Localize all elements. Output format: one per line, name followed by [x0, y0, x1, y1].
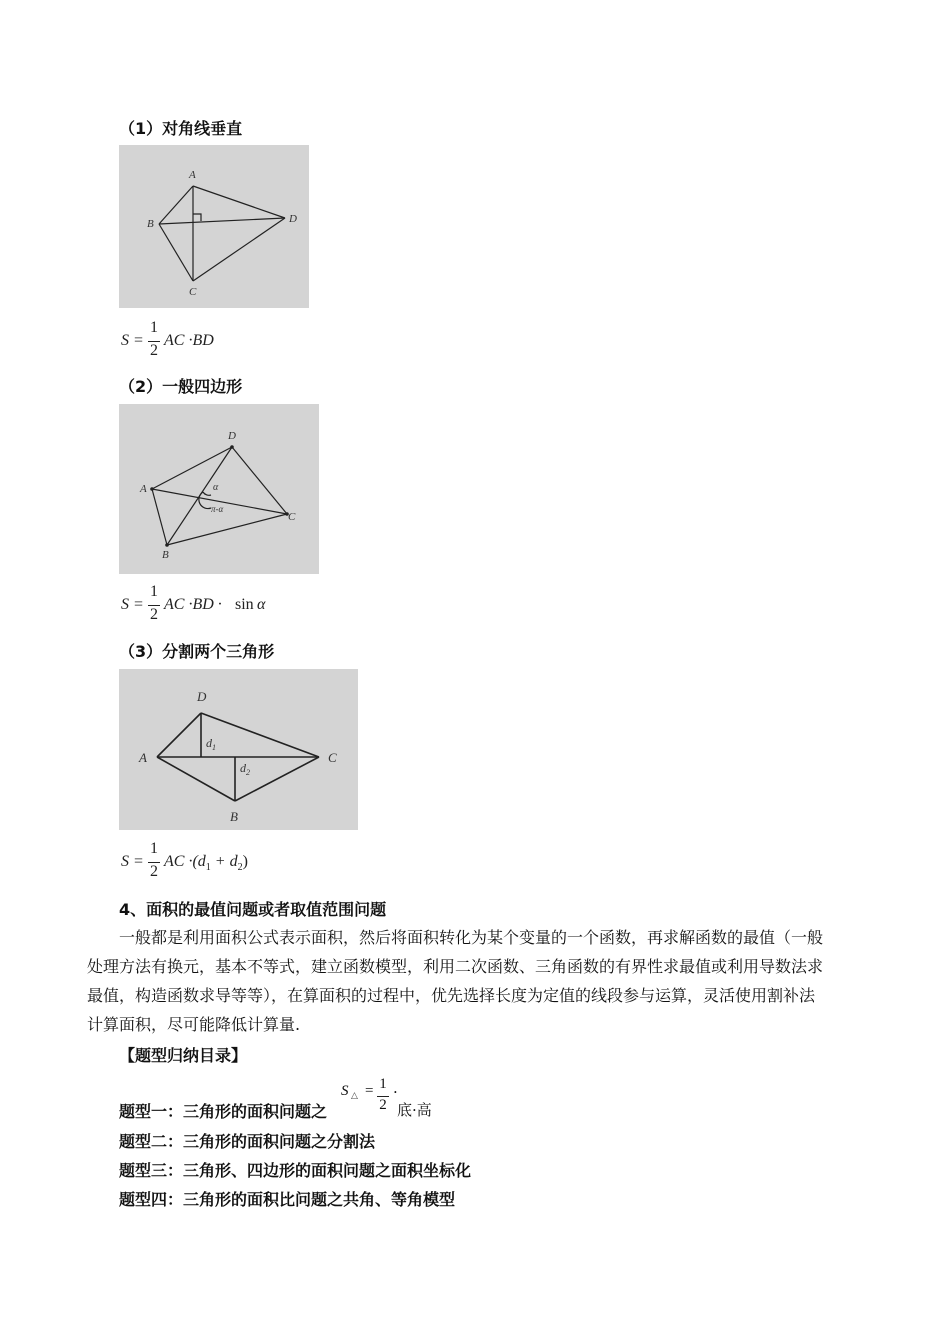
fraction-numerator: 1 [150, 583, 158, 600]
toc-item-2: 题型二：三角形的面积问题之分割法 [119, 1132, 376, 1151]
formula-s: S [121, 596, 129, 613]
paragraph-line-2: 处理方法有换元，基本不等式，建立函数模型，利用二次函数、三角函数的有界性求最值或利用导数法求 [87, 957, 824, 976]
formula-equals: = [134, 332, 144, 349]
edge-ba [152, 489, 167, 545]
label-a: A [189, 169, 196, 181]
fraction-denominator: 2 [150, 342, 158, 359]
edge-ab [159, 186, 193, 224]
heading-general-quadrilateral: （2）一般四边形 [119, 377, 243, 396]
label-b: B [230, 809, 238, 824]
fraction-numerator: 1 [150, 840, 158, 857]
formula-equals: = [134, 853, 144, 870]
toc-item-1-s: S [341, 1083, 349, 1099]
edge-cb [235, 757, 319, 801]
toc-item-1-dot: · [393, 1083, 398, 1101]
figure-split-triangles [119, 669, 358, 830]
toc-item-1-equals: = [365, 1083, 374, 1099]
edge-ad [193, 186, 285, 218]
figure-general-quadrilateral [119, 404, 319, 574]
paragraph-line-3: 最值，构造函数求导等等），在算面积的过程中，优先选择长度为定值的线段参与运算，灵活使用割补法 [87, 986, 816, 1005]
label-c: C [288, 511, 296, 523]
label-c: C [328, 750, 337, 765]
heading-diagonals-perpendicular: （1）对角线垂直 [119, 119, 243, 138]
formula-alpha: α [257, 596, 266, 613]
fraction-denominator: 2 [150, 606, 158, 623]
formula-ac-bd: AC ·BD · [164, 596, 222, 613]
diagonal-bd [159, 218, 285, 224]
toc-item-1-tail: 底·高 [397, 1101, 432, 1119]
label-d: D [197, 689, 207, 704]
label-d: D [228, 430, 236, 442]
formula-equals: = [134, 596, 144, 613]
label-alpha: α [213, 482, 219, 493]
toc-item-4: 题型四：三角形的面积比问题之共角、等角模型 [119, 1190, 456, 1209]
paragraph-line-1: 一般都是利用面积公式表示面积，然后将面积转化为某个变量的一个函数，再求解函数的最值（一般 [119, 928, 824, 947]
label-c: C [189, 286, 197, 298]
edge-ad [152, 447, 232, 489]
edge-ad [157, 713, 201, 757]
label-b: B [147, 218, 154, 230]
heading-area-extremum: 4、面积的最值问题或者取值范围问题 [119, 900, 387, 919]
label-d2: $d_2$ [240, 761, 250, 777]
paragraph-line-4: 计算面积，尽可能降低计算量. [87, 1015, 301, 1034]
label-pi-minus-alpha: π-α [211, 504, 224, 514]
toc-title: 【题型归纳目录】 [119, 1046, 248, 1065]
edge-cd [193, 218, 285, 281]
label-d: D [289, 213, 297, 225]
formula-sin: sin [235, 596, 254, 613]
formula-ac-bd: AC ·BD [164, 332, 214, 349]
heading-split-triangles: （3）分割两个三角形 [119, 642, 275, 661]
toc-item-3: 题型三：三角形、四边形的面积问题之面积坐标化 [119, 1161, 472, 1180]
edge-ba [157, 757, 235, 801]
label-b: B [162, 549, 169, 561]
paragraph-area-extremum [87, 923, 865, 1039]
toc-item-1-denominator: 2 [379, 1097, 387, 1113]
edge-dc [232, 447, 287, 514]
label-a: A [140, 483, 147, 495]
toc-item-1 [119, 1078, 539, 1122]
edge-bc [159, 224, 193, 281]
edge-dc [201, 713, 319, 757]
formula-perpendicular-area [121, 320, 241, 364]
right-angle-mark [193, 214, 201, 221]
formula-general-area [121, 584, 281, 628]
label-a: A [139, 750, 147, 765]
toc-item-1-numerator: 1 [379, 1076, 387, 1092]
toc-item-1-label: 题型一：三角形的面积问题之 [119, 1102, 328, 1121]
formula-s: S [121, 332, 129, 349]
fraction-numerator: 1 [150, 319, 158, 336]
figure-perpendicular-diagonals [119, 145, 309, 308]
label-d1: $d_1$ [206, 736, 216, 752]
toc-item-1-triangle-sub: △ [351, 1091, 358, 1101]
formula-sum-of-heights: AC $\cdot(d_1 + d_2)$ [164, 853, 248, 874]
fraction-denominator: 2 [150, 863, 158, 880]
angle-alpha-arc [203, 492, 211, 495]
formula-split-area [121, 841, 271, 885]
formula-s: S [121, 853, 129, 870]
